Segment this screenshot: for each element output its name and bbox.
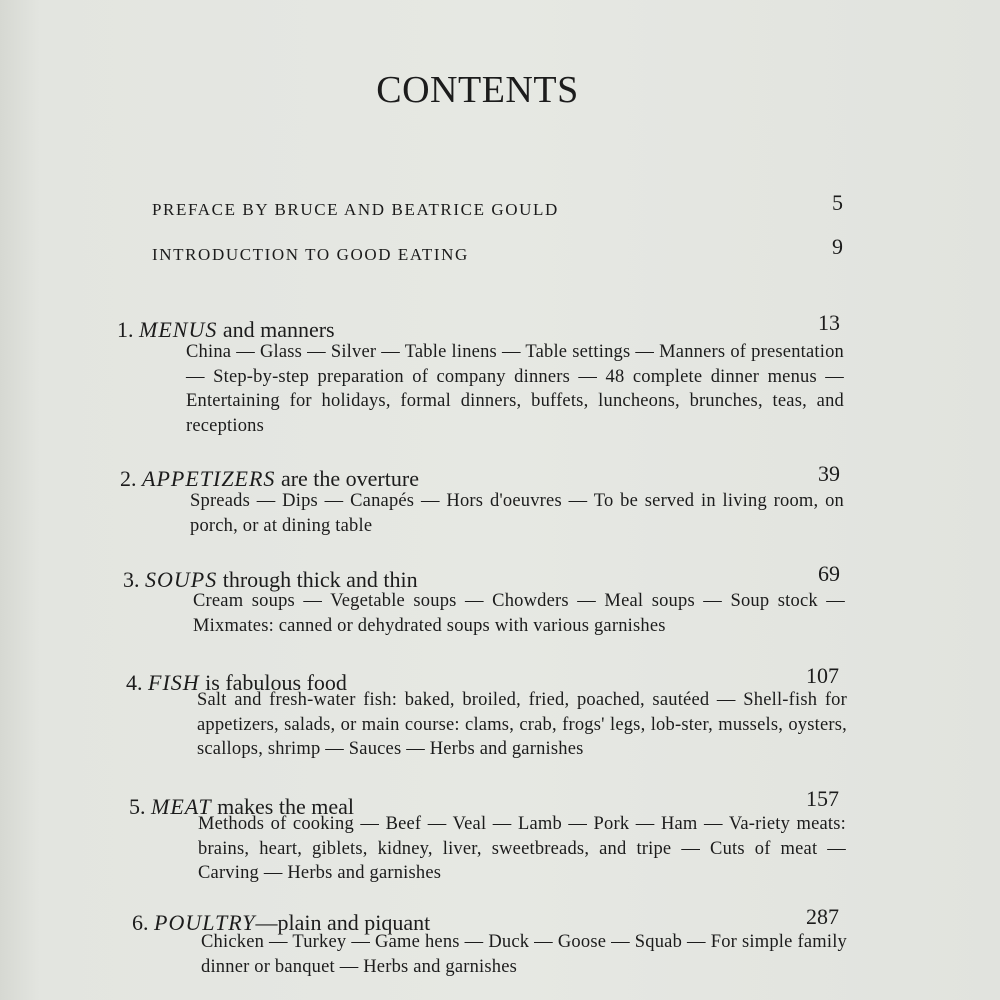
- chapter-title-rest: makes the meal: [211, 794, 354, 819]
- chapter-keyword: MEAT: [151, 794, 212, 819]
- chapter-title-rest: are the overture: [275, 466, 419, 491]
- chapter-page-number: 107: [806, 663, 839, 688]
- chapter-title-rest: —plain and piquant: [255, 910, 431, 935]
- chapter-page-number: 287: [806, 904, 839, 929]
- front-matter-preface: PREFACE BY BRUCE AND BEATRICE GOULD: [152, 200, 559, 219]
- chapter-number: 5.: [129, 794, 146, 819]
- chapter-description: China — Glass — Silver — Table linens — Table settings — Manners of presentation — Step-by-step preparation of company dinners — 48 complete dinner menus — Entertaining for holidays, formal dinners, buffets, luncheons, brunches, teas, and receptions: [186, 342, 844, 436]
- chapter-page-number: 69: [818, 561, 840, 586]
- front-matter-introduction-page: 9: [832, 234, 843, 259]
- front-matter-preface-page: 5: [832, 190, 843, 215]
- chapter-keyword: APPETIZERS: [142, 466, 276, 491]
- chapter-number: 3.: [123, 567, 140, 592]
- chapter-page-number: 157: [806, 786, 839, 811]
- chapter-description: Cream soups — Vegetable soups — Chowders — Meal soups — Soup stock — Mixmates: canned or dehydrated soups with various garnishes: [193, 591, 845, 636]
- page-title: CONTENTS: [376, 69, 579, 111]
- chapter-number: 6.: [132, 910, 149, 935]
- chapter-keyword: SOUPS: [145, 567, 218, 592]
- chapter-keyword: MENUS: [139, 317, 218, 342]
- chapter-number: 1.: [117, 317, 134, 342]
- chapter-keyword: POULTRY: [154, 910, 256, 935]
- chapter-title-rest: and manners: [217, 317, 335, 342]
- chapter-page-number: 39: [818, 461, 840, 486]
- chapter-description: Spreads — Dips — Canapés — Hors d'oeuvres — To be served in living room, on porch, or at dining table: [190, 491, 844, 536]
- chapter-number: 2.: [120, 466, 137, 491]
- chapter-title-rest: through thick and thin: [217, 567, 418, 592]
- chapter-description: Chicken — Turkey — Game hens — Duck — Goose — Squab — For simple family dinner or banquet — Herbs and garnishes: [201, 932, 847, 977]
- chapter-description: Methods of cooking — Beef — Veal — Lamb — Pork — Ham — Va-riety meats: brains, heart, giblets, kidney, liver, sweetbreads, and tripe — Cuts of meat — Carving — Herbs and garnishes: [198, 814, 846, 883]
- chapter-number: 4.: [126, 670, 143, 695]
- chapter-description: Salt and fresh-water fish: baked, broiled, fried, poached, sautéed — Shell-fish for appetizers, salads, or main course: clams, crab, frogs' legs, lob-ster, mussels, oysters, scallops, shrimp — Sauces — Herbs and garnishes: [197, 690, 847, 759]
- chapter-keyword: FISH: [148, 670, 200, 695]
- chapter-title-rest: is fabulous food: [199, 670, 347, 695]
- chapter-page-number: 13: [818, 310, 840, 335]
- front-matter-introduction: INTRODUCTION TO GOOD EATING: [152, 245, 469, 264]
